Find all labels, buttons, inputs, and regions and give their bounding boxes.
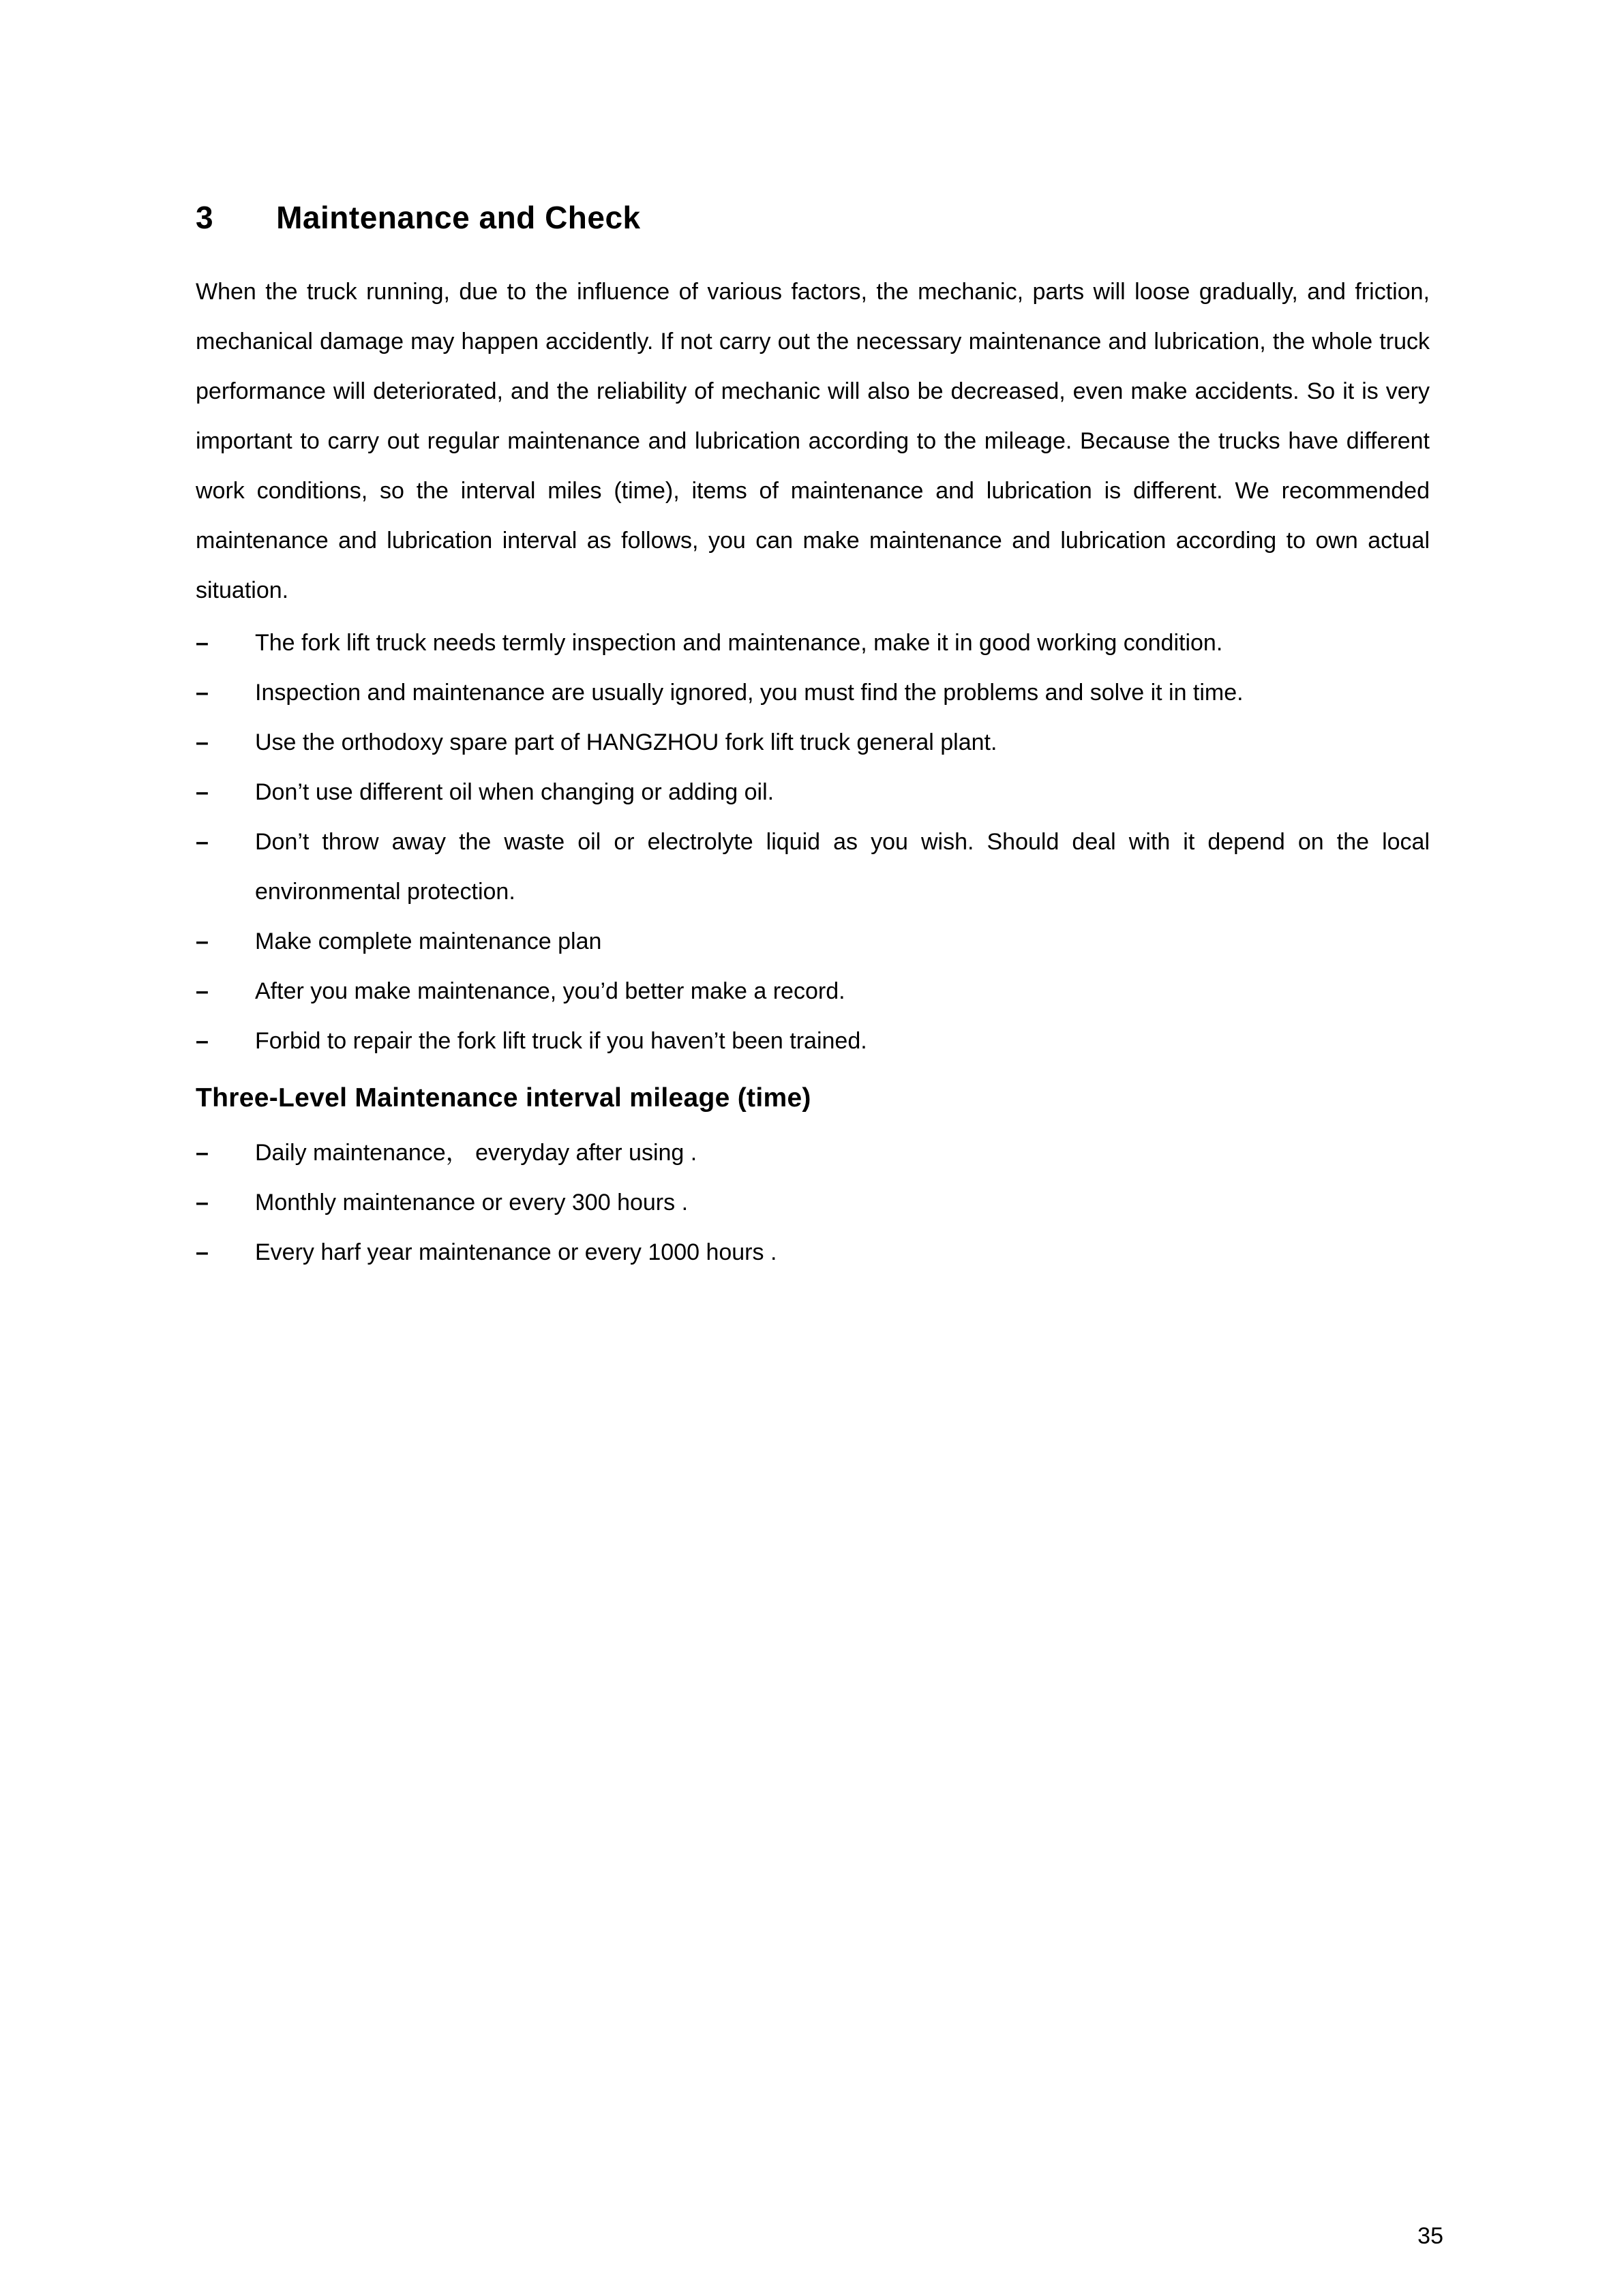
list-item-text: Forbid to repair the fork lift truck if you haven’t been trained.: [255, 1028, 867, 1054]
list-item-text: Inspection and maintenance are usually ignored, you must find the problems and solve it in time.: [255, 680, 1244, 706]
dash-bullet-icon: –: [196, 1239, 209, 1265]
intro-paragraph: When the truck running, due to the influence of various factors, the mechanic, parts will loose gradually, and friction, mechanical damage may happen accidently. If not carry out the necessary maintenance and lubrication, the whole truck performance will deteriorated, and the reliability of mechanic will also be decreased, even make accidents. So it is very important to carry out regular maintenance and lubrication according to the mileage. Because the trucks have different work conditions, so the interval miles (time), items of maintenance and lubrication is different. We recommended maintenance and lubrication interval as follows, you can make maintenance and lubrication according to own actual situation.: [196, 279, 1430, 603]
list-item-text: Daily maintenance， everyday after using .: [255, 1140, 697, 1166]
list-item-text: Monthly maintenance or every 300 hours .: [255, 1190, 689, 1215]
list-item: [196, 718, 1430, 768]
dash-bullet-icon: –: [196, 829, 209, 855]
subsection-heading: Three-Level Maintenance interval mileage (time): [196, 1083, 811, 1113]
list-item: [196, 618, 1430, 668]
list-item: [196, 917, 1430, 967]
dash-bullet-icon: –: [196, 630, 209, 656]
list-item: [196, 1016, 1430, 1066]
list-item: [196, 1128, 1430, 1178]
dash-bullet-icon: –: [196, 1190, 209, 1215]
dash-bullet-icon: –: [196, 779, 209, 805]
dash-bullet-icon: –: [196, 729, 209, 755]
dash-bullet-icon: –: [196, 1140, 209, 1166]
list-item-text: Make complete maintenance plan: [255, 928, 602, 954]
dash-bullet-icon: –: [196, 1028, 209, 1054]
dash-bullet-icon: –: [196, 978, 209, 1004]
list-item-text: After you make maintenance, you’d better make a record.: [255, 978, 845, 1004]
page-number: 35: [1417, 2223, 1443, 2249]
maintenance-guidelines-list: [196, 618, 1430, 1066]
dash-bullet-icon: –: [196, 680, 209, 706]
list-item-text: The fork lift truck needs termly inspection and maintenance, make it in good working condition.: [255, 630, 1223, 656]
list-item: [196, 817, 1430, 917]
list-item-text: Use the orthodoxy spare part of HANGZHOU fork lift truck general plant.: [255, 729, 997, 755]
section-number: 3: [196, 200, 214, 235]
list-item: [196, 1178, 1430, 1228]
list-item: [196, 967, 1430, 1016]
section-title: Maintenance and Check: [276, 200, 641, 235]
list-item-text: Every harf year maintenance or every 1000 hours .: [255, 1239, 777, 1265]
list-item-text: Don’t use different oil when changing or adding oil.: [255, 779, 775, 805]
maintenance-interval-list: [196, 1128, 1430, 1278]
list-item-text: Don’t throw away the waste oil or electrolyte liquid as you wish. Should deal with it depend on the local environmental protection.: [255, 829, 1430, 905]
dash-bullet-icon: –: [196, 928, 209, 954]
list-item: [196, 768, 1430, 817]
page-content: [196, 199, 1430, 1278]
list-item: [196, 1228, 1430, 1278]
section-heading: [196, 199, 1430, 236]
list-item: [196, 668, 1430, 718]
